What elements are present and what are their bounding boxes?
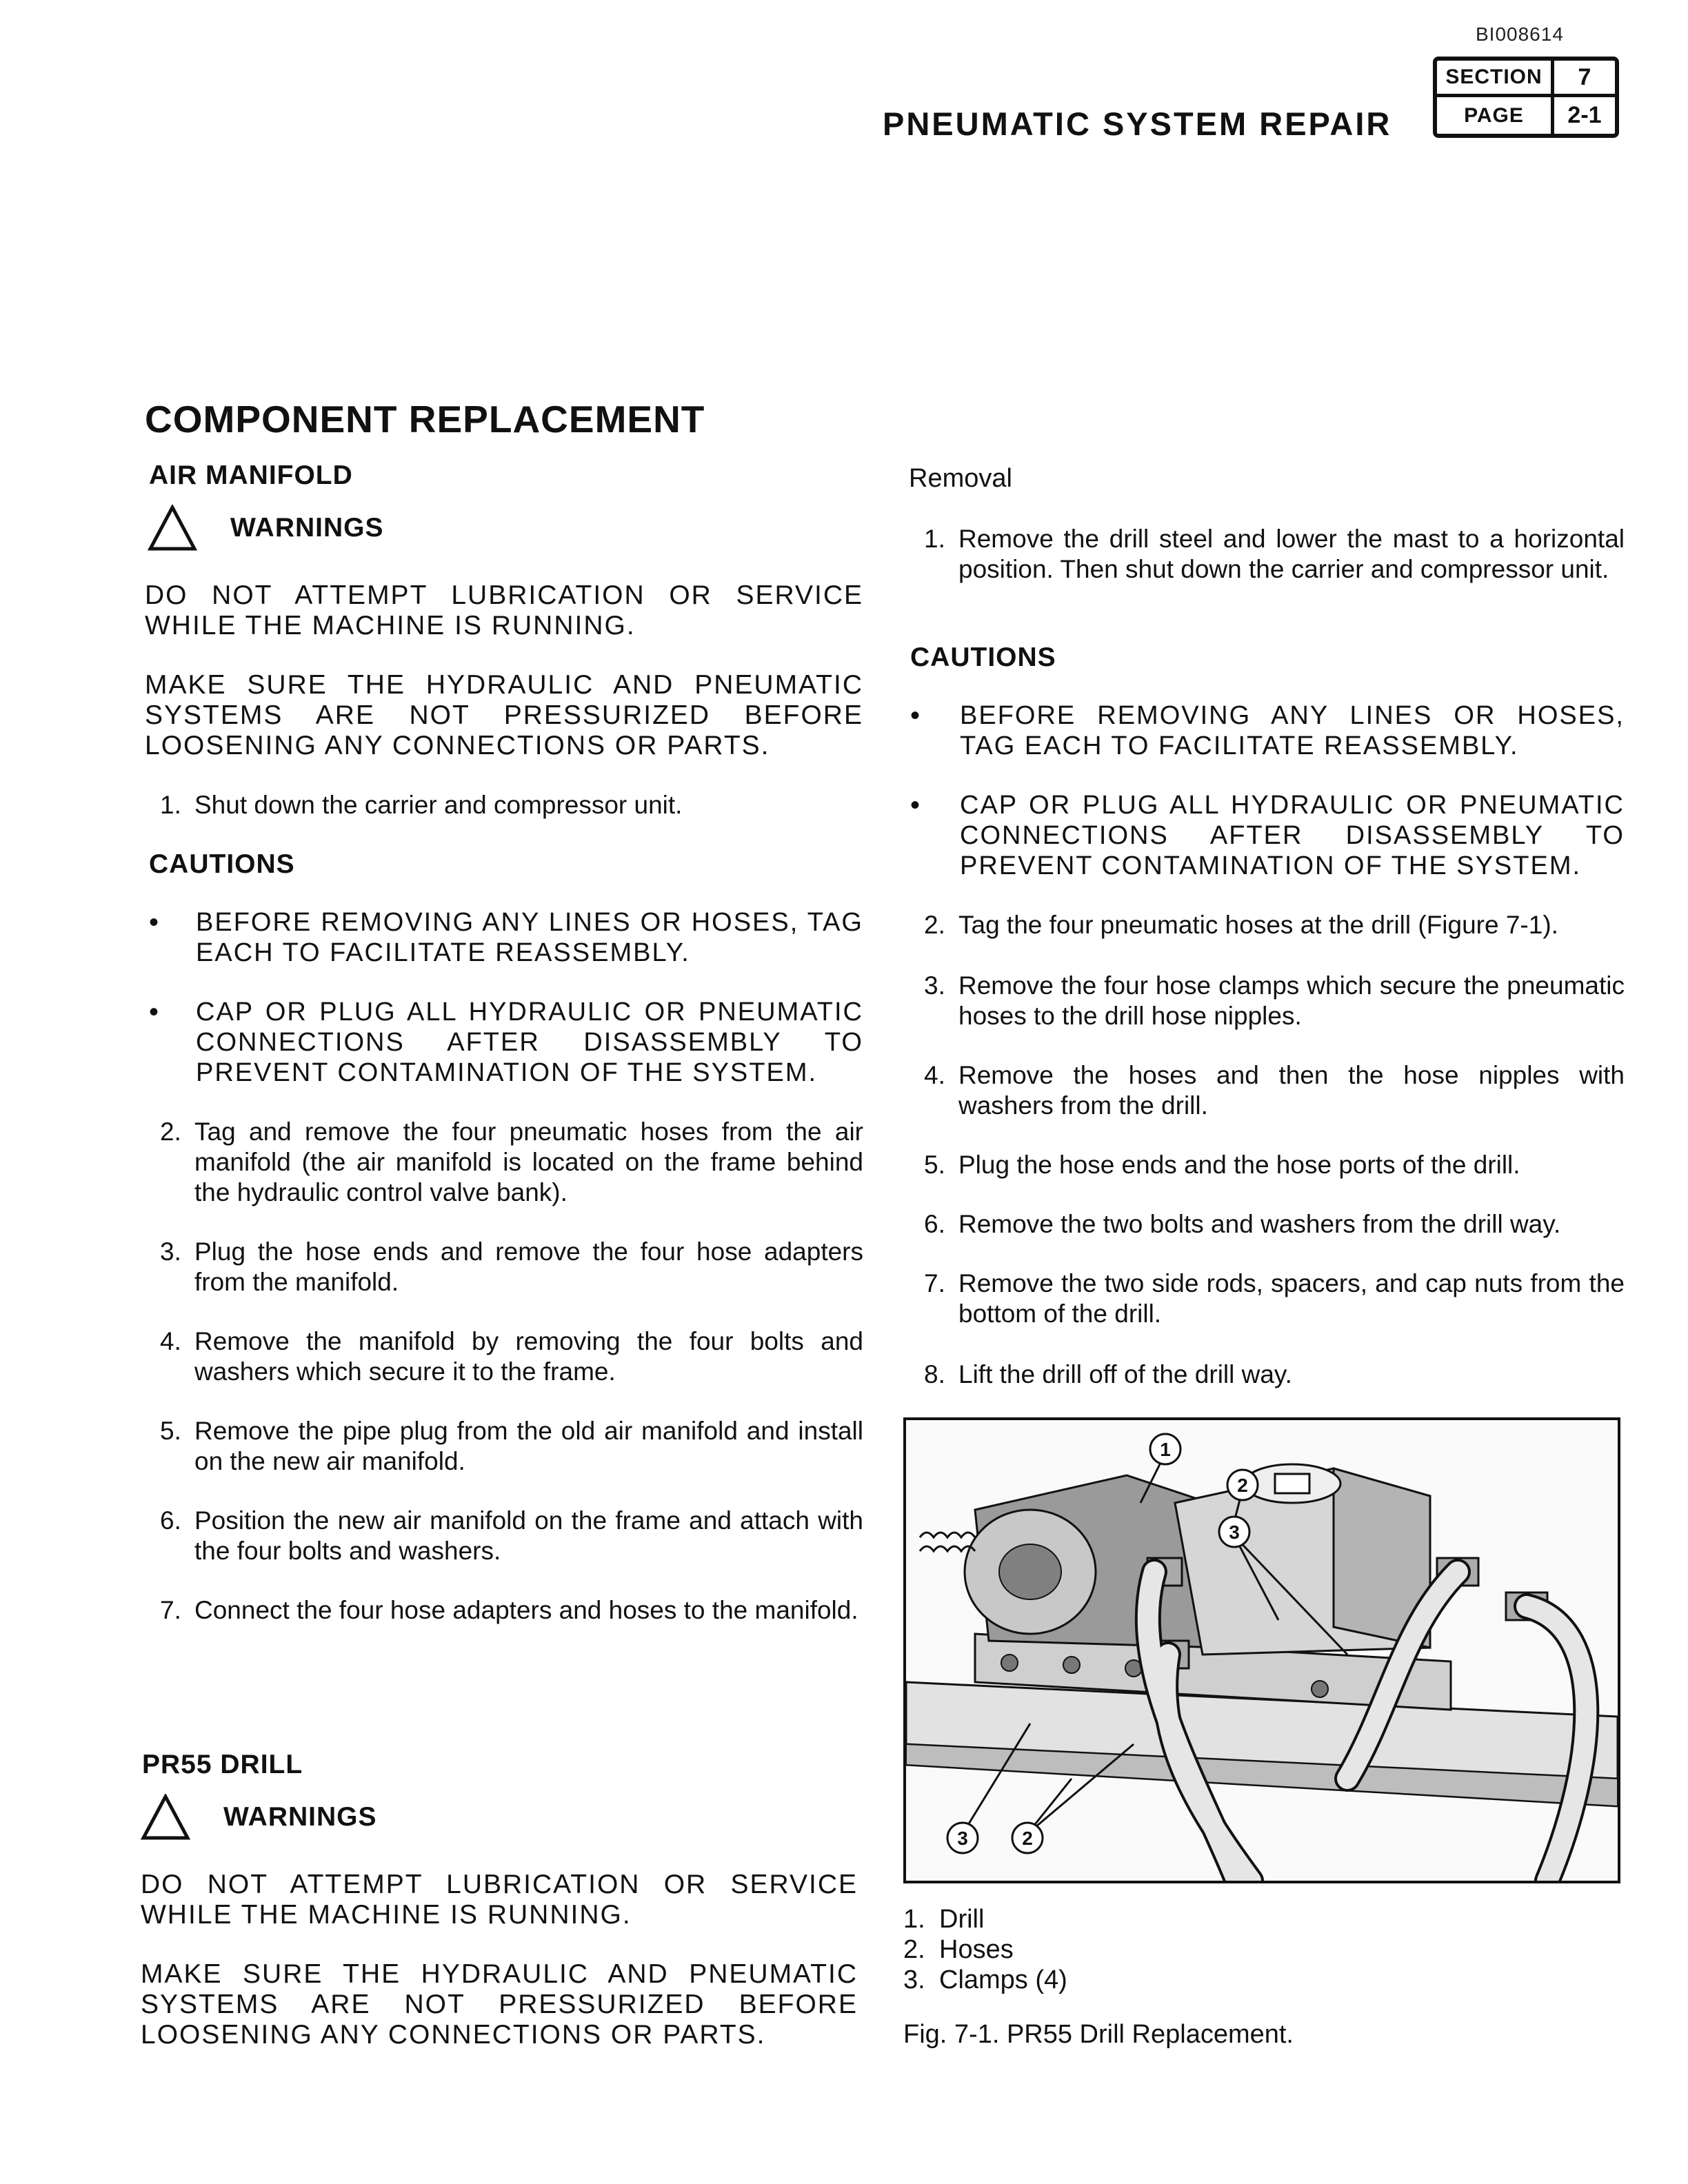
pr55-warning-1: DO NOT ATTEMPT LUBRICATION OR SERVICE WHILE THE MACHINE IS RUNNING.: [141, 1870, 858, 1930]
pr55-warnings-row: [141, 1794, 377, 1841]
pr55-step-7: [924, 1268, 1625, 1329]
step-text: Plug the hose ends and remove the four hose adapters from the manifold.: [194, 1237, 863, 1296]
warning-triangle-icon: [148, 505, 197, 552]
caution-text: CAP OR PLUG ALL HYDRAULIC OR PNEUMATIC CONNECTIONS AFTER DISASSEMBLY TO PREVENT CONTAMINATION OF THE SYSTEM.: [960, 791, 1625, 880]
step-number: 2.: [924, 911, 945, 939]
step-number: 1.: [160, 791, 181, 819]
air-manifold-step-2: [160, 1117, 863, 1208]
bullet-dot: •: [910, 700, 922, 731]
step-number: 2.: [160, 1118, 181, 1146]
air-manifold-step-5: [160, 1416, 863, 1477]
step-text: Tag and remove the four pneumatic hoses from the air manifold (the air manifold is located on the frame behind the hydraulic control valve bank).: [194, 1118, 863, 1206]
step-text: Remove the manifold by removing the four bolts and washers which secure it to the frame.: [194, 1327, 863, 1386]
pr55-step-2: [924, 910, 1625, 940]
caution-text: BEFORE REMOVING ANY LINES OR HOSES, TAG EACH TO FACILITATE REASSEMBLY.: [960, 701, 1625, 760]
pr55-step-5: [924, 1150, 1625, 1180]
section-page-box: [1433, 57, 1619, 138]
step-text: Plug the hose ends and the hose ports of the drill.: [958, 1151, 1520, 1179]
legend-number: 1.: [903, 1905, 925, 1934]
caution-text: CAP OR PLUG ALL HYDRAULIC OR PNEUMATIC CONNECTIONS AFTER DISASSEMBLY TO PREVENT CONTAMINATION OF THE SYSTEM.: [196, 998, 863, 1087]
pr55-drill-heading: PR55 DRILL: [142, 1750, 303, 1779]
callout-2b: 2: [1022, 1828, 1033, 1849]
document-id: BI008614: [1476, 23, 1564, 45]
step-number: 5.: [924, 1151, 945, 1179]
pr55-step-4: [924, 1060, 1625, 1121]
step-text: Remove the pipe plug from the old air manifold and install on the new air manifold.: [194, 1417, 863, 1475]
callout-2: 2: [1237, 1475, 1248, 1496]
air-manifold-step-4: [160, 1326, 863, 1387]
air-manifold-step-6: [160, 1506, 863, 1566]
legend-item: [903, 1934, 1067, 1965]
pr55-caution-2: [910, 790, 1625, 881]
page-value: 2-1: [1567, 102, 1602, 128]
air-manifold-caution-2: [149, 997, 863, 1088]
pr55-caution-1: [910, 700, 1625, 761]
air-manifold-warning-2: MAKE SURE THE HYDRAULIC AND PNEUMATIC SYSTEMS ARE NOT PRESSURIZED BEFORE LOOSENING ANY CONNECTIONS OR PARTS.: [145, 670, 863, 760]
page-label: PAGE: [1437, 97, 1554, 134]
pr55-step-6: [924, 1209, 1625, 1240]
step-number: 5.: [160, 1417, 181, 1445]
step-number: 6.: [160, 1506, 181, 1535]
step-text: Remove the hoses and then the hose nipples with washers from the drill.: [958, 1061, 1625, 1120]
pr55-cautions-heading: CAUTIONS: [910, 643, 1056, 672]
legend-text: Clamps (4): [939, 1965, 1067, 1994]
step-text: Connect the four hose adapters and hoses to the manifold.: [194, 1596, 858, 1624]
callout-1: 1: [1160, 1439, 1171, 1460]
step-number: 7.: [924, 1269, 945, 1297]
bullet-dot: •: [910, 790, 922, 820]
air-manifold-warnings-heading: WARNINGS: [230, 513, 384, 543]
step-number: 4.: [160, 1327, 181, 1355]
legend-item: [903, 1965, 1067, 1995]
step-number: 4.: [924, 1061, 945, 1089]
air-manifold-step-7: [160, 1595, 863, 1626]
step-text: Remove the two side rods, spacers, and cap nuts from the bottom of the drill.: [958, 1269, 1625, 1328]
step-text: Position the new air manifold on the frame and attach with the four bolts and washers.: [194, 1506, 863, 1565]
legend-number: 3.: [903, 1965, 925, 1994]
step-number: 6.: [924, 1210, 945, 1238]
air-manifold-step-3: [160, 1237, 863, 1297]
callout-3b: 3: [957, 1828, 968, 1849]
drill-figure: [903, 1417, 1620, 1883]
air-manifold-warning-1: DO NOT ATTEMPT LUBRICATION OR SERVICE WHILE THE MACHINE IS RUNNING.: [145, 580, 863, 640]
pr55-step-3: [924, 971, 1625, 1031]
step-text: Remove the drill steel and lower the mast to a horizontal position. Then shut down the carrier and compressor unit.: [958, 525, 1625, 583]
air-manifold-step-1: [160, 790, 863, 820]
step-text: Remove the two bolts and washers from the drill way.: [958, 1210, 1561, 1238]
bullet-dot: •: [149, 997, 161, 1027]
step-number: 1.: [924, 525, 945, 553]
pr55-warning-2: MAKE SURE THE HYDRAULIC AND PNEUMATIC SYSTEMS ARE NOT PRESSURIZED BEFORE LOOSENING ANY CONNECTIONS OR PARTS.: [141, 1959, 858, 2050]
air-manifold-warnings-row: [148, 505, 384, 552]
step-number: 3.: [160, 1237, 181, 1266]
step-number: 7.: [160, 1596, 181, 1624]
step-text: Remove the four hose clamps which secure the pneumatic hoses to the drill hose nipples.: [958, 971, 1625, 1030]
running-title: PNEUMATIC SYSTEM REPAIR: [883, 105, 1392, 142]
bullet-dot: •: [149, 907, 161, 938]
callout-3: 3: [1229, 1521, 1240, 1543]
legend-item: [903, 1904, 1067, 1934]
step-text: Shut down the carrier and compressor unit.: [194, 791, 683, 819]
section-value: 7: [1554, 61, 1615, 97]
pr55-warnings-heading: WARNINGS: [223, 1802, 377, 1832]
pr55-step-1: [924, 524, 1625, 585]
page-title: COMPONENT REPLACEMENT: [145, 398, 705, 441]
figure-legend: [903, 1904, 1067, 1995]
pr55-step-8: [924, 1359, 1625, 1390]
removal-heading: Removal: [909, 464, 1012, 493]
air-manifold-heading: AIR MANIFOLD: [149, 461, 353, 490]
warning-triangle-icon: [141, 1794, 190, 1841]
step-text: Lift the drill off of the drill way.: [958, 1360, 1292, 1388]
figure-caption: Fig. 7-1. PR55 Drill Replacement.: [903, 2020, 1294, 2049]
legend-number: 2.: [903, 1935, 925, 1964]
step-number: 8.: [924, 1360, 945, 1388]
air-manifold-cautions-heading: CAUTIONS: [149, 849, 295, 879]
step-number: 3.: [924, 971, 945, 1000]
air-manifold-caution-1: [149, 907, 863, 968]
drill-illustration: [906, 1420, 1618, 1881]
section-label: SECTION: [1437, 61, 1554, 97]
legend-text: Drill: [939, 1905, 985, 1934]
legend-text: Hoses: [939, 1935, 1014, 1964]
caution-text: BEFORE REMOVING ANY LINES OR HOSES, TAG EACH TO FACILITATE REASSEMBLY.: [196, 908, 863, 967]
step-text: Tag the four pneumatic hoses at the drill (Figure 7-1).: [958, 911, 1558, 939]
